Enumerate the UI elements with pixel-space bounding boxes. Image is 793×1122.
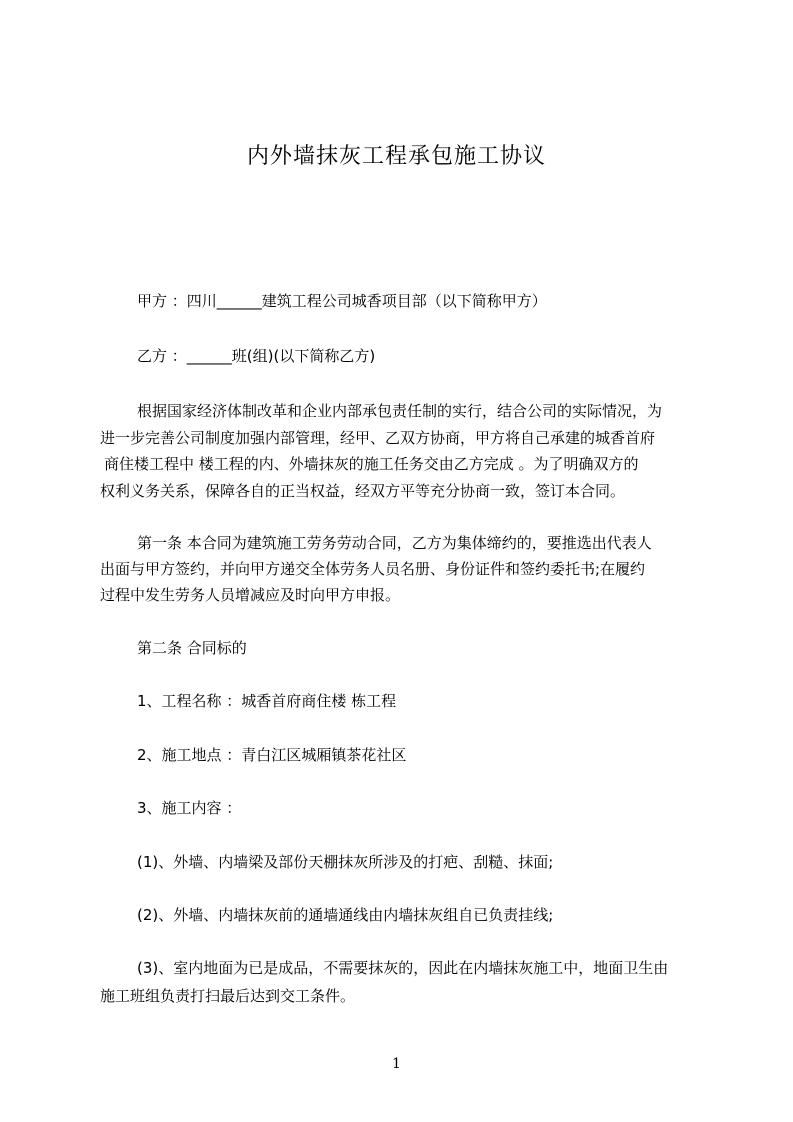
sub-item-2: (2)、外墙、内墙抹灰前的通墙通线由内墙抹灰组自已负责挂线;: [137, 906, 554, 924]
document-title: 内外墙抹灰工程承包施工协议: [246, 144, 546, 169]
preamble-line: 进一步完善公司制度加强内部管理，经甲、乙双方协商，甲方将自己承建的城香首府: [100, 429, 656, 447]
article-1-line: 第一条 本合同为建筑施工劳务劳动合同，乙方为集体缔约的，要推选出代表人: [137, 534, 652, 552]
page-number: 1: [392, 1056, 401, 1072]
sub-item-3-line: 施工班组负责打扫最后达到交工条件。: [100, 987, 356, 1005]
sub-item-3-line: (3)、室内地面为已是成品，不需要抹灰的，因此在内墙抹灰施工中，地面卫生由: [137, 959, 669, 977]
item-project-name: 1、工程名称 ：城香首府商住楼 栋工程: [137, 692, 397, 710]
preamble-line: 根据国家经济体制改革和企业内部承包责任制的实行，结合公司的实际情况，为: [137, 402, 663, 420]
item-construction-content: 3、施工内容 ：: [137, 799, 242, 817]
preamble-line: 权利义务关系，保障各自的正当权益，经双方平等充分协商一致，签订本合同。: [100, 482, 626, 500]
sub-item-1: (1)、外墙、内墙梁及部份天棚抹灰所涉及的打疤、刮糙、抹面;: [137, 853, 554, 871]
article-2-heading: 第二条 合同标的: [137, 639, 247, 657]
article-1-line: 出面与甲方签约，并向甲方递交全体劳务人员名册、身份证件和签约委托书;在履约: [100, 560, 646, 578]
article-1-line: 过程中发生劳务人员增减应及时向甲方申报。: [100, 586, 401, 604]
party-b-line: 乙方 ：______班(组)(以下简称乙方): [137, 347, 376, 365]
preamble-line: 商住楼工程中 楼工程的内、外墙抹灰的施工任务交由乙方完成 。为了明确双方的: [104, 455, 639, 473]
party-a-line: 甲方 ：四川______建筑工程公司城香项目部（以下简称甲方）: [137, 292, 547, 310]
item-construction-site: 2、施工地点 ：青白江区城厢镇茶花社区: [137, 746, 407, 764]
